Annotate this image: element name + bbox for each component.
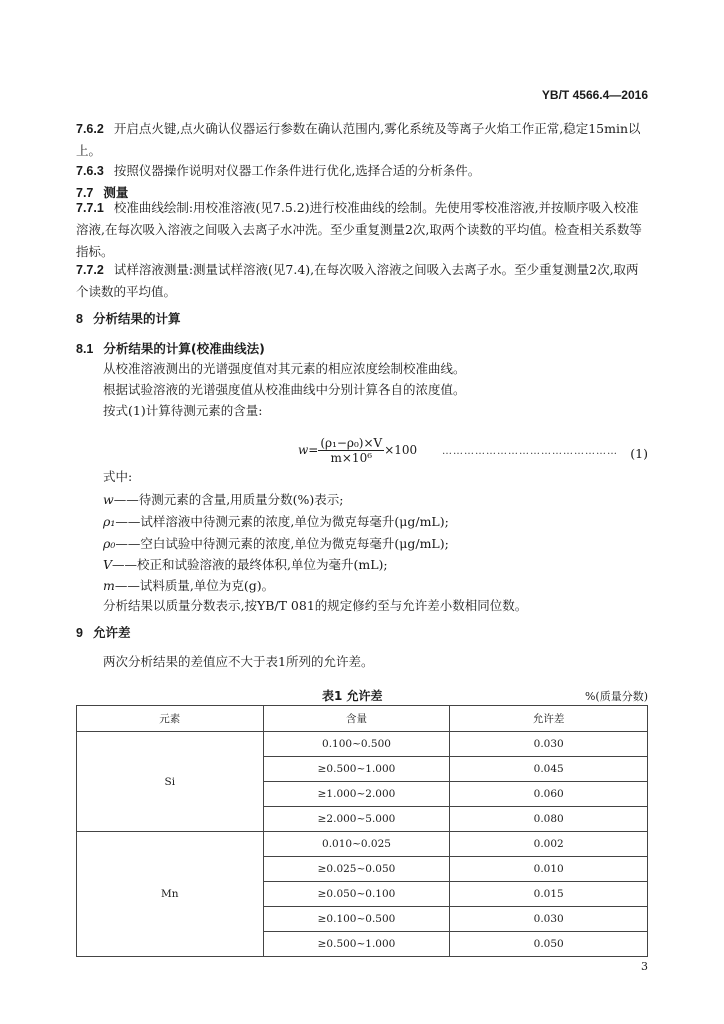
clause-text: 按照仪器操作说明对仪器工作条件进行优化,选择合适的分析条件。	[113, 163, 481, 178]
content-cell: ≥2.000~5.000	[263, 807, 450, 832]
formula-fraction	[318, 436, 384, 465]
formula-numerator: (ρ₁−ρ₀)×V	[320, 436, 383, 450]
tolerance-cell: 0.030	[450, 732, 648, 757]
paragraph-line: 根据试验溶液的光谱强度值从校准曲线中分别计算各自的浓度值。	[103, 382, 466, 397]
clause-number: 8	[76, 312, 83, 326]
table-title: 表1 允许差	[322, 689, 383, 703]
where-item	[103, 534, 449, 552]
clause-title: 分析结果的计算	[92, 311, 181, 326]
header-tolerance: 允许差	[450, 706, 648, 732]
content-cell: 0.010~0.025	[263, 832, 450, 857]
content-cell: 0.100~0.500	[263, 732, 450, 757]
clause-number: 8.1	[76, 342, 94, 356]
where-item	[103, 555, 388, 573]
page-number: 3	[641, 960, 648, 973]
formula-denominator: m×10⁶	[330, 451, 373, 465]
symbol-desc: ——空白试验中待测元素的浓度,单位为微克每毫升(μg/mL);	[115, 536, 449, 551]
tolerance-cell: 0.045	[450, 757, 648, 782]
clause-number: 7.6.2	[76, 122, 104, 136]
paragraph-line: 按式(1)计算待测元素的含量:	[103, 403, 263, 418]
clause-number: 7.7.1	[76, 201, 104, 215]
table-header-row	[77, 706, 648, 732]
section-7-7-1	[76, 197, 648, 263]
paragraph-line: 两次分析结果的差值应不大于表1所列的允许差。	[103, 654, 374, 669]
symbol: ρ₀	[103, 536, 116, 551]
where-item	[103, 576, 274, 594]
clause-title: 分析结果的计算(校准曲线法)	[103, 341, 265, 356]
tolerance-cell: 0.002	[450, 832, 648, 857]
formula-label: (1)	[630, 446, 648, 461]
formula-leader-dots: …………………………………………	[442, 446, 618, 457]
tolerance-cell: 0.060	[450, 782, 648, 807]
section-7-6-2	[76, 118, 648, 162]
tolerance-cell: 0.080	[450, 807, 648, 832]
header-element: 元素	[77, 706, 264, 732]
clause-number: 9	[76, 626, 83, 640]
element-cell: Si	[77, 732, 264, 832]
symbol: ρ₁	[103, 514, 116, 529]
tolerance-table	[76, 705, 648, 957]
symbol: V	[103, 557, 113, 572]
content-cell: ≥0.100~0.500	[263, 907, 450, 932]
table-row	[77, 832, 648, 857]
clause-text: 校准曲线绘制:用校准溶液(见7.5.2)进行校准曲线的绘制。先使用零校准溶液,并按顺序吸入校准溶液,在每次吸入溶液之间吸入去离子水冲洗。至少重复测量2次,取两个读数的平均值。检查相关系数等指标。	[76, 200, 642, 259]
clause-number: 7.7.2	[76, 263, 104, 277]
symbol-desc: ——待测元素的含量,用质量分数(%)表示;	[113, 492, 344, 507]
paragraph-line: 从校准溶液测出的光谱强度值对其元素的相应浓度绘制校准曲线。	[103, 361, 466, 376]
section-9	[76, 623, 130, 641]
where-final: 分析结果以质量分数表示,按YB/T 081的规定修约至与允许差小数相同位数。	[103, 598, 528, 613]
content-cell: ≥0.050~0.100	[263, 882, 450, 907]
formula-tail: ×100	[384, 443, 418, 457]
symbol: w	[103, 492, 114, 507]
symbol-desc: ——校正和试验溶液的最终体积,单位为毫升(mL);	[112, 557, 388, 572]
clause-title: 允许差	[92, 625, 131, 640]
tolerance-cell: 0.050	[450, 932, 648, 957]
section-8	[76, 309, 180, 327]
table-row	[77, 732, 648, 757]
tolerance-cell: 0.030	[450, 907, 648, 932]
where-intro: 式中:	[103, 469, 133, 484]
tolerance-cell: 0.010	[450, 857, 648, 882]
header-content: 含量	[263, 706, 450, 732]
symbol: m	[103, 578, 115, 593]
content-cell: ≥0.500~1.000	[263, 757, 450, 782]
tolerance-cell: 0.015	[450, 882, 648, 907]
formula	[298, 436, 417, 465]
table-unit: %(质量分数)	[584, 690, 648, 703]
clause-text: 开启点火键,点火确认仪器运行参数在确认范围内,雾化系统及等离子火焰工作正常,稳定15min以上。	[76, 121, 641, 158]
element-cell: Mn	[77, 832, 264, 957]
content-cell: ≥0.025~0.050	[263, 857, 450, 882]
clause-text: 试样溶液测量:测量试样溶液(见7.4),在每次吸入溶液之间吸入去离子水。至少重复测量2次,取两个读数的平均值。	[76, 262, 639, 299]
clause-number: 7.6.3	[76, 164, 104, 178]
section-8-1	[76, 339, 265, 357]
where-item	[103, 512, 449, 530]
symbol-desc: ——试样溶液中待测元素的浓度,单位为微克每毫升(μg/mL);	[115, 514, 449, 529]
standard-code: YB/T 4566.4—2016	[541, 88, 648, 102]
content-cell: ≥1.000~2.000	[263, 782, 450, 807]
content-cell: ≥0.500~1.000	[263, 932, 450, 957]
section-7-7-2	[76, 259, 648, 303]
where-item	[103, 490, 344, 508]
clause-title: 测量	[103, 185, 129, 200]
clause-number: 7.7	[76, 186, 94, 200]
section-7-6-3	[76, 160, 648, 182]
symbol-desc: ——试料质量,单位为克(g)。	[114, 578, 275, 593]
formula-lhs: w=	[298, 443, 319, 457]
